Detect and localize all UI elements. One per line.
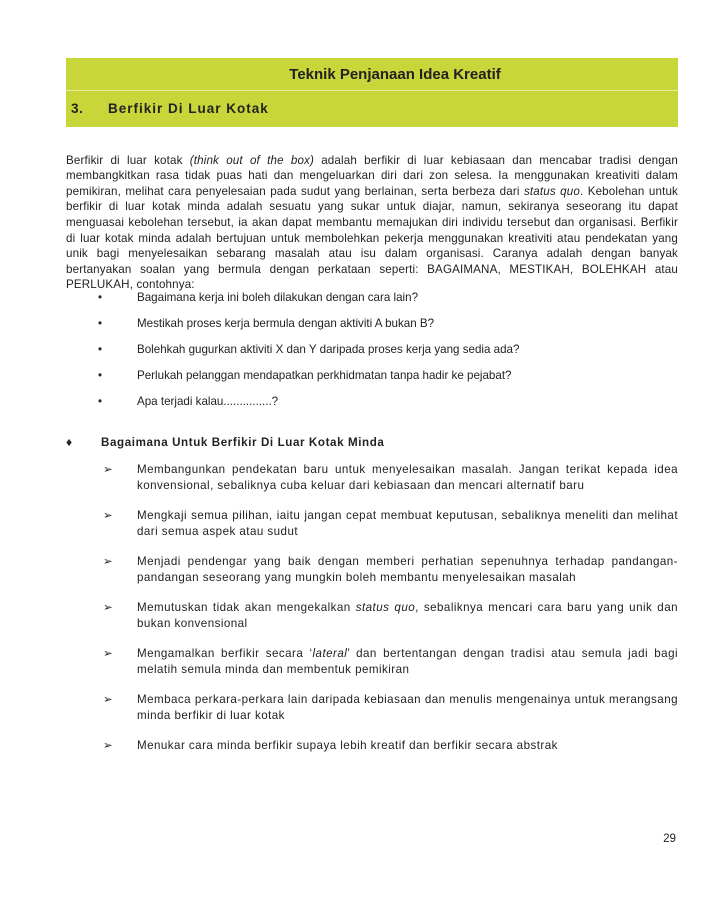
list-item xyxy=(66,692,678,723)
list-item xyxy=(66,554,678,585)
arrow-bullet-icon: ➢ xyxy=(103,693,114,706)
tip-text: Menukar cara minda berfikir supaya lebih kreatif dan berfikir secara abstrak xyxy=(137,739,558,752)
question-text: Perlukah pelanggan mendapatkan perkhidmatan tanpa hadir ke pejabat? xyxy=(137,369,512,382)
question-text: Bagaimana kerja ini boleh dilakukan dengan cara lain? xyxy=(137,291,419,304)
arrow-bullet-icon: ➢ xyxy=(103,555,114,568)
page-number: 29 xyxy=(663,832,676,845)
arrow-bullet-icon: ➢ xyxy=(103,463,114,476)
list-item xyxy=(66,394,678,420)
tip-text: Mengamalkan berfikir secara ‘lateral’ dan bertentangan dengan tradisi atau semula jadi bagi melatih semula minda dan membentuk pemikiran xyxy=(137,647,678,676)
bullet-icon: • xyxy=(98,317,103,330)
list-item xyxy=(66,290,678,316)
title-banner xyxy=(66,58,678,90)
question-list xyxy=(66,290,678,420)
section-banner xyxy=(66,90,678,127)
question-text: Bolehkah gugurkan aktiviti X dan Y daripada proses kerja yang sedia ada? xyxy=(137,343,520,356)
tip-text: Membaca perkara-perkara lain daripada kebiasaan dan menulis mengenainya untuk merangsang minda berfikir di luar kotak xyxy=(137,693,678,722)
list-item xyxy=(66,462,678,493)
list-item xyxy=(66,342,678,368)
intro-italic-2: status quo xyxy=(523,184,580,198)
arrow-bullet-icon: ➢ xyxy=(103,739,114,752)
bullet-icon: • xyxy=(98,395,103,408)
tip-text: Menjadi pendengar yang baik dengan memberi perhatian sepenuhnya terhadap pandangan-pandangan seseorang yang mungkin boleh membantu menyelesaikan masalah xyxy=(137,555,678,584)
arrow-bullet-icon: ➢ xyxy=(103,509,114,522)
section-title: Berfikir Di Luar Kotak xyxy=(108,101,269,116)
list-item xyxy=(66,368,678,394)
intro-text-3: . Kebolehan untuk berfikir di luar kotak minda adalah sesuatu yang sukar untuk diajar, namun, sekiranya seseorang itu dapat menguasai kebolehan tersebut, ia akan dapat membantu memajukan diri individu tersebut dan organisasi. Berfikir di luar kotak minda adalah bertujuan untuk membolehkan pekerja menggunakan kreativiti atau pendekatan yang unik bagi menyelesaikan sebarang masalah atau isu dalam organisasi. Caranya adalah dengan banyak bertanyakan soalan yang bermula dengan perkataan seperti: BAGAIMANA, MESTIKAH, BOLEHKAH atau PERLUKAH, contohnya: xyxy=(66,184,678,292)
list-item xyxy=(66,508,678,539)
question-text: Apa terjadi kalau...............? xyxy=(137,395,279,408)
tip-text: Memutuskan tidak akan mengekalkan status quo, sebaliknya mencari cara baru yang unik dan bukan konvensional xyxy=(137,601,678,630)
intro-italic-1: (think out of the box) xyxy=(189,153,315,167)
tip-text: Mengkaji semua pilihan, iaitu jangan cepat membuat keputusan, sebaliknya meneliti dan melihat dari semua aspek atau sudut xyxy=(137,509,678,538)
tip-text: Membangunkan pendekatan baru untuk menyelesaikan masalah. Jangan terikat kepada idea konvensional, sebaliknya cuba keluar dari kebiasaan dan mencari alternatif baru xyxy=(137,463,678,492)
bullet-icon: • xyxy=(98,291,103,304)
section-number: 3. xyxy=(71,101,84,116)
bullet-icon: • xyxy=(98,369,103,382)
list-item xyxy=(66,600,678,631)
intro-paragraph xyxy=(66,153,678,293)
subsection-title: Bagaimana Untuk Berfikir Di Luar Kotak Minda xyxy=(101,436,385,449)
question-text: Mestikah proses kerja bermula dengan aktiviti A bukan B? xyxy=(137,317,435,330)
list-item xyxy=(66,738,678,754)
diamond-icon: ♦ xyxy=(66,435,73,449)
intro-text-1: Berfikir di luar kotak xyxy=(66,153,190,167)
arrow-bullet-icon: ➢ xyxy=(103,647,114,660)
list-item xyxy=(66,646,678,677)
list-item xyxy=(66,316,678,342)
intro-text-2: adalah berfikir di luar kebiasaan dan mencabar tradisi dengan membangkitkan rasa tidak puas hati dan mengeluarkan diri dari zon selesa. Ia menggunakan kreativiti dalam pemikiran, melihat cara penyelesaian pada sudut yang berlainan, serta berbeza dari xyxy=(66,153,678,198)
bullet-icon: • xyxy=(98,343,103,356)
page-title: Teknik Penjanaan Idea Kreatif xyxy=(289,66,501,83)
arrow-bullet-icon: ➢ xyxy=(103,601,114,614)
tips-list xyxy=(66,462,678,754)
